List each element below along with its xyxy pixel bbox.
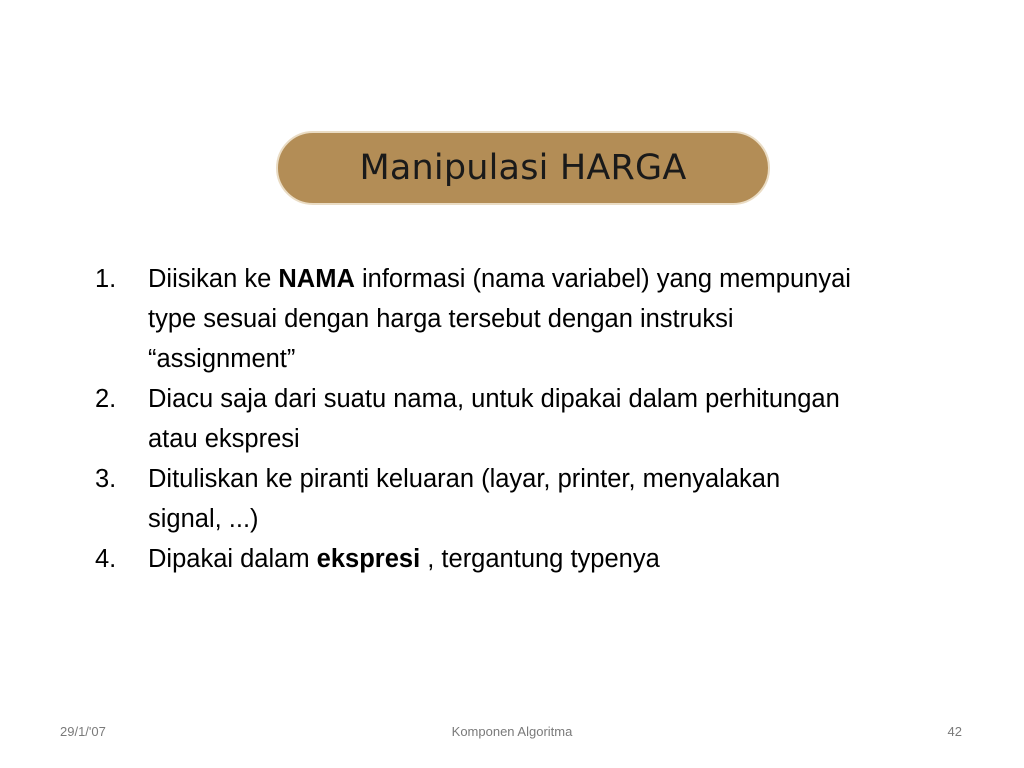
list-item-number: 2. bbox=[95, 385, 117, 413]
list-item-text-before: Diacu saja dari suatu nama, untuk dipakai dalam perhitungan atau ekspresi bbox=[148, 385, 840, 453]
list-item-text bbox=[148, 459, 855, 539]
list-item-text-before: Dipakai dalam bbox=[148, 545, 317, 573]
list-item-text-before: Dituliskan ke piranti keluaran (layar, printer, menyalakan signal, ...) bbox=[148, 465, 781, 533]
numbered-list bbox=[95, 259, 855, 579]
list-item-number: 4. bbox=[95, 545, 117, 573]
footer-title: Komponen Algoritma bbox=[451, 724, 573, 739]
list-item bbox=[95, 379, 855, 459]
list-item-number: 1. bbox=[95, 265, 117, 293]
list-item-text-before: Diisikan ke bbox=[148, 265, 279, 293]
footer-date: 29/1/'07 bbox=[60, 724, 106, 739]
list-item-text bbox=[148, 379, 855, 459]
list-item-text bbox=[148, 259, 855, 379]
slide-title: Manipulasi HARGA bbox=[359, 148, 687, 188]
list-item-text-after: informasi (nama variabel) yang mempunyai type sesuai dengan harga tersebut dengan instruksi “assignment” bbox=[148, 265, 851, 373]
list-item bbox=[95, 459, 855, 539]
list-item-bold-term: ekspresi bbox=[316, 545, 421, 573]
list-item-number: 3. bbox=[95, 465, 117, 493]
footer-page-number: 42 bbox=[947, 724, 962, 739]
list-item-bold-term: NAMA bbox=[278, 265, 355, 293]
list-item-text-after: , tergantung typenya bbox=[420, 545, 660, 573]
list-item bbox=[95, 539, 855, 579]
slide-title-banner bbox=[276, 131, 770, 205]
list-item-text bbox=[148, 539, 855, 579]
list-item bbox=[95, 259, 855, 379]
